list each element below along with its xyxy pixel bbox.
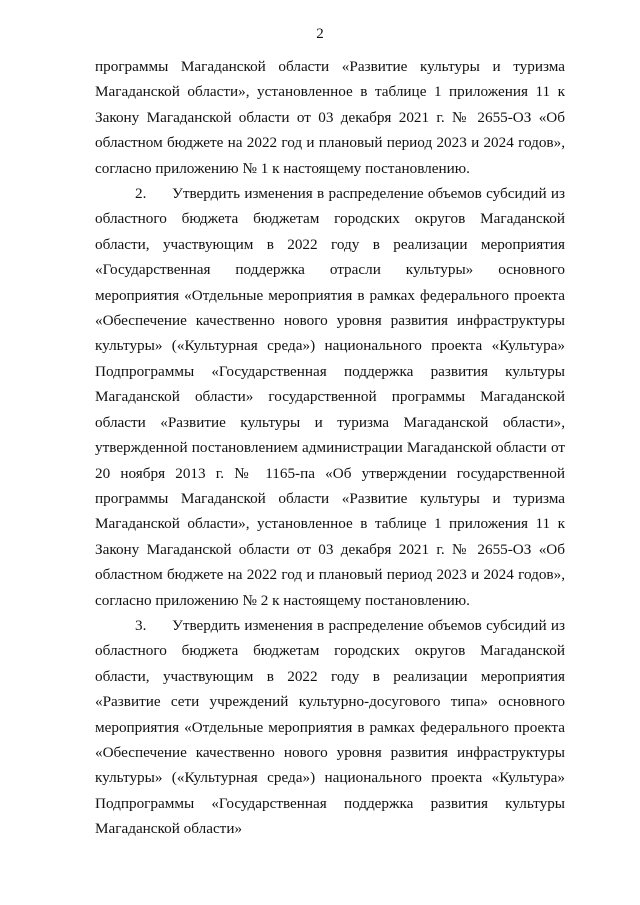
document-body — [95, 54, 565, 842]
paragraph-continuation: программы Магаданской области «Развитие культуры и туризма Магаданской области», установленное в таблице 1 приложения 11 к Закону Магаданской области от 03 декабря 2021 г. № 2655-ОЗ «Об областном бюджете на 2022 год и плановый период 2023 и 2024 годов», согласно приложению № 1 к настоящему постановлению. — [95, 58, 565, 177]
paragraph-item-3: 3. Утвердить изменения в распределение объемов субсидий из областного бюджета бюджетам городских округов Магаданской области, участвующим в 2022 году в реализации мероприятия «Развитие сети учреждений культурно-досугового типа» основного мероприятия «Отдельные мероприятия в рамках федерального проекта «Обеспечение качественно нового уровня развития инфраструктуры культуры» («Культурная среда») национального проекта «Культура» Подпрограммы «Государственная поддержка развития культуры Магаданской области» — [95, 616, 565, 838]
page-number: 2 — [316, 26, 324, 42]
paragraph-item-2: 2. Утвердить изменения в распределение объемов субсидий из областного бюджета бюджетам городских округов Магаданской области, участвующим в 2022 году в реализации мероприятия «Государственная поддержка отрасли культуры» основного мероприятия «Отдельные мероприятия в рамках федерального проекта «Обеспечение качественно нового уровня развития инфраструктуры культуры» («Культурная среда») национального проекта «Культура» Подпрограммы «Государственная поддержка развития культуры Магаданской области» государственной программы Магаданской области «Развитие культуры и туризма Магаданской области», утвержденной постановлением администрации Магаданской области от 20 ноября 2013 г. № 1165-па «Об утверждении государственной программы Магаданской области «Развитие культуры и туризма Магаданской области», установленное в таблице 1 приложения 11 к Закону Магаданской области от 03 декабря 2021 г. № 2655-ОЗ «Об областном бюджете на 2022 год и плановый период 2023 и 2024 годов», согласно приложению № 2 к настоящему постановлению. — [95, 185, 565, 609]
